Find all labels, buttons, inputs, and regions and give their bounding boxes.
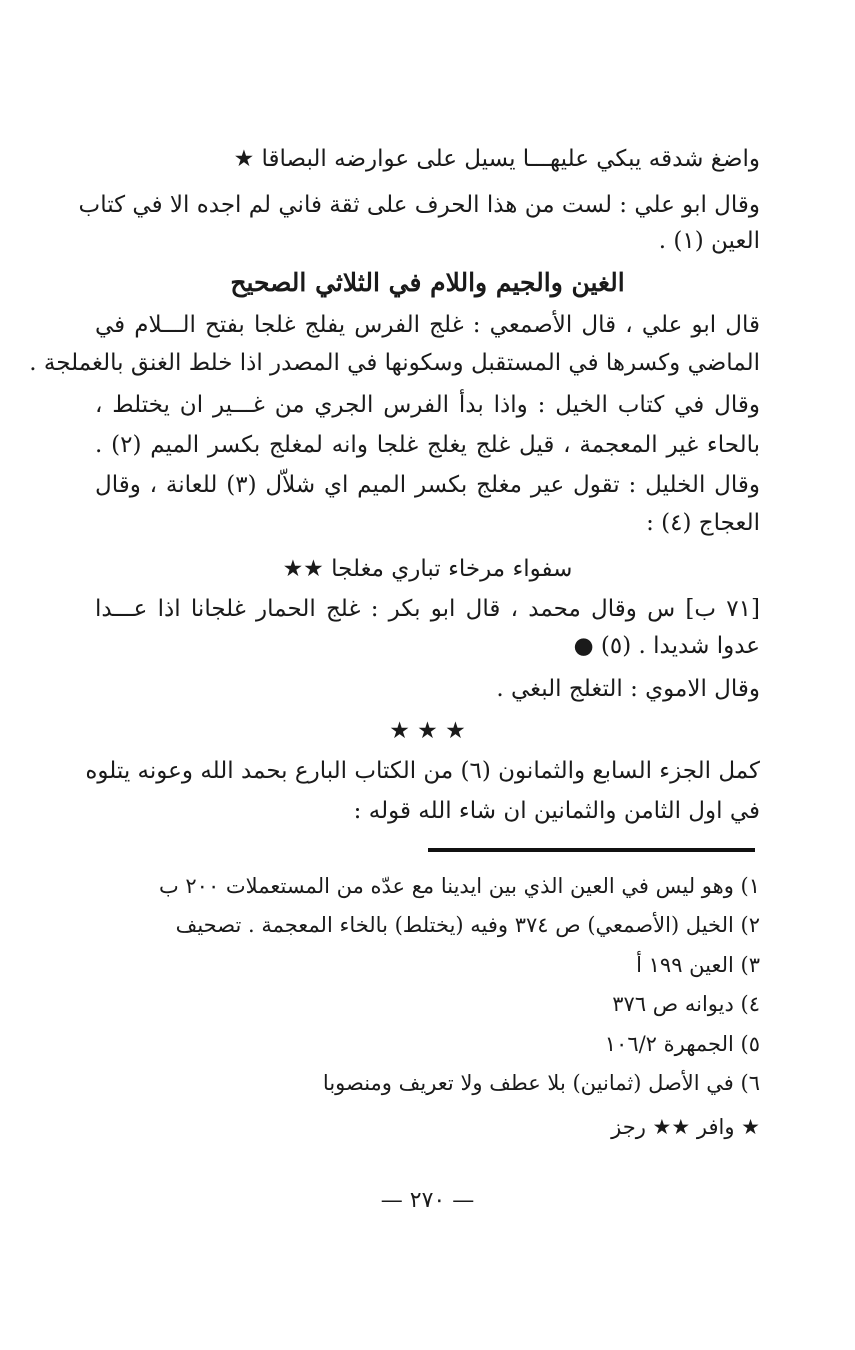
paragraph-line: عدوا شديدا . (٥) ● xyxy=(573,633,760,659)
paragraph-line: الماضي وكسرها في المستقبل وسكونها في المصدر اذا خلط الغنق بالغملجة . xyxy=(29,350,760,376)
footnote-meter-key: ★ وافر ★★ رجز xyxy=(611,1115,760,1139)
paragraph-line: قال ابو علي ، قال الأصمعي : غلج الفرس يفلج غلجا بفتح الـــلام في xyxy=(95,312,760,338)
paragraph-line: وقال ابو علي : لست من هذا الحرف على ثقة فاني لم اجده الا في كتاب xyxy=(78,192,760,218)
verse-line: سفواء مرخاء تباري مغلجا ★★ xyxy=(282,556,573,582)
paragraph-line: العجاج (٤) : xyxy=(646,510,760,536)
verse-line: واضغ شدقه يبكي عليهـــا يسيل على عوارضه البصاقا ★ xyxy=(233,146,760,172)
section-title: الغين والجيم واللام في الثلاثي الصحيح xyxy=(230,268,625,297)
footnote-divider xyxy=(428,848,755,852)
footnote: ٦) في الأصل (ثمانين) بلا عطف ولا تعريف ومنصوبا xyxy=(322,1071,760,1095)
footnote: ٥) الجمهرة ١٠٦/٢ xyxy=(604,1032,760,1056)
footnote: ٣) العين ١٩٩ أ xyxy=(636,953,760,977)
page-number: — ٢٧٠ — xyxy=(380,1188,475,1213)
paragraph-line: [٧١ ب] س وقال محمد ، قال ابو بكر : غلج الحمار غلجانا اذا عـــدا xyxy=(95,596,760,622)
colophon-line: كمل الجزء السابع والثمانون (٦) من الكتاب البارع بحمد الله وعونه يتلوه xyxy=(85,758,760,784)
paragraph-line: وقال في كتاب الخيل : واذا بدأ الفرس الجري من غـــير ان يختلط ، xyxy=(95,392,760,418)
paragraph-line: بالحاء غير المعجمة ، قيل غلج يغلج غلجا وانه لمغلج بكسر الميم (٢) . xyxy=(95,432,760,458)
footnote: ٤) ديوانه ص ٣٧٦ xyxy=(612,992,760,1016)
paragraph-line: وقال الخليل : تقول عير مغلج بكسر الميم اي شلاّل (٣) للعانة ، وقال xyxy=(95,472,760,498)
paragraph-line: وقال الاموي : التغلج البغي . xyxy=(496,676,760,702)
colophon-line: في اول الثامن والثمانين ان شاء الله قوله : xyxy=(353,798,760,824)
paragraph-line: العين (١) . xyxy=(658,228,760,254)
footnote: ١) وهو ليس في العين الذي بين ايدينا مع عدّه من المستعملات ٢٠٠ ب xyxy=(158,874,760,898)
stars-divider: ★ ★ ★ xyxy=(389,718,466,744)
footnote: ٢) الخيل (الأصمعي) ص ٣٧٤ وفيه (يختلط) بالخاء المعجمة . تصحيف xyxy=(175,913,760,937)
